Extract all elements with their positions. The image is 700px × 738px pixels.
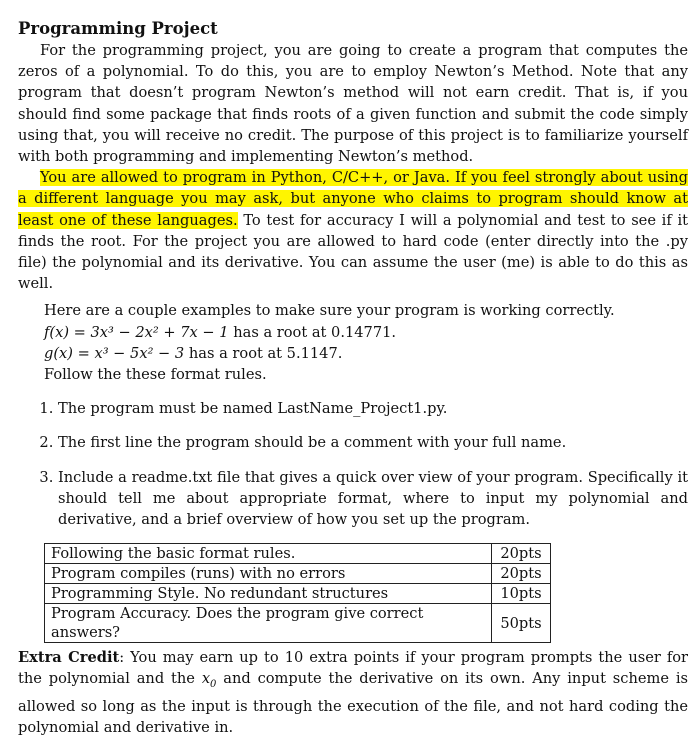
example-g-expression: g(x) = x³ − 5x² − 3: [44, 344, 185, 362]
points-cell: 20pts: [492, 544, 551, 564]
table-row: [45, 584, 551, 604]
extra-credit-text-before: : You may earn up to 10 extra points if your program prompts the user for the polynomial and the: [18, 649, 688, 688]
table-row: [45, 564, 551, 584]
criterion-cell: Programming Style. No redundant structures: [45, 584, 492, 604]
points-cell: 10pts: [492, 584, 551, 604]
examples-block: [44, 300, 688, 385]
rule-item: 3. Include a readme.txt file that gives a quick over view of your program. Specifically it should tell me about appropriate format, where to input my polynomial and derivative, and a brief overview of how you set up the program.: [58, 467, 688, 531]
points-cell: 50pts: [492, 604, 551, 643]
criterion-cell: Program compiles (runs) with no errors: [45, 564, 492, 584]
x0-variable: $x_0$: [201, 670, 217, 691]
highlighted-text: You are allowed to program in Python, C/C++, or Java. If you feel strongly about using a different language you may ask, but anyone who claims to program should know at least one of these languages.: [18, 169, 688, 229]
extra-credit-text-after: and compute the derivative on its own. Any input scheme is allowed so long as the input is through the execution of the file, and not hard coding the polynomial and derivative in.: [18, 670, 688, 736]
example-g: [44, 343, 688, 364]
rules-list: [18, 398, 688, 530]
points-cell: 20pts: [492, 564, 551, 584]
page-title: Programming Project: [18, 19, 218, 38]
extra-credit-paragraph: [18, 647, 688, 738]
intro-paragraph: For the programming project, you are going to create a program that computes the zeros of a polynomial. To do this, you are to employ Newton’s Method. Note that any program that doesn’t program Newton’s method will not earn credit. That is, if you should find some package that finds roots of a given function and submit the code simply using that, you will receive no credit. The purpose of this project is to familiarize yourself with both programming and implementing Newton’s method.: [18, 42, 688, 166]
document-page: [18, 18, 688, 738]
grading-table: [44, 543, 551, 643]
criterion-cell: Following the basic format rules.: [45, 544, 492, 564]
criterion-cell: Program Accuracy. Does the program give correct answers?: [45, 604, 492, 643]
extra-credit-label: Extra Credit: [18, 649, 120, 667]
language-paragraph: [18, 167, 688, 294]
examples-intro: Here are a couple examples to make sure your program is working correctly.: [44, 302, 615, 320]
example-g-root: has a root at 5.1147.: [184, 344, 343, 362]
rule-item: 1. The program must be named LastName_Project1.py.: [58, 398, 688, 419]
example-f: [44, 322, 688, 343]
example-f-expression: f(x) = 3x³ − 2x² + 7x − 1: [44, 323, 229, 341]
format-rules-intro: Follow the these format rules.: [44, 366, 267, 384]
table-row: [45, 604, 551, 643]
table-row: [45, 544, 551, 564]
accuracy-text: To test for accuracy I will a polynomial and test to see if it finds the root. For the project you are allowed to hard code (enter directly into the .py file) the polynomial and its derivative. You can assume the user (me) is able to do this as well.: [18, 211, 688, 293]
rule-item: 2. The first line the program should be a comment with your full name.: [58, 432, 688, 453]
example-f-root: has a root at 0.14771.: [228, 323, 397, 341]
